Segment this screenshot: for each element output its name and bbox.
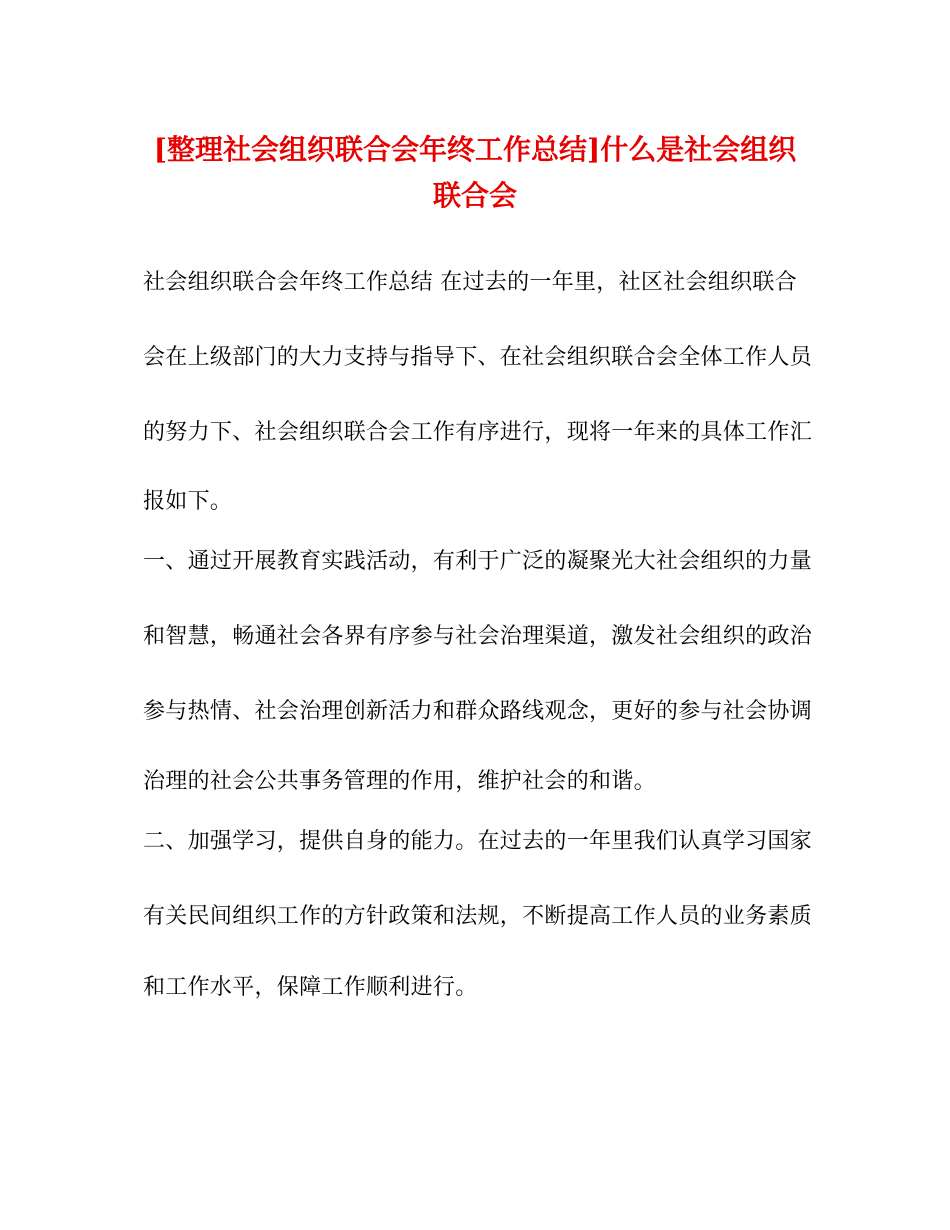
body-line: 治理的社会公共事务管理的作用，维护社会的和谐。 [143,769,656,794]
body-line: 和智慧，畅通社会各界有序参与社会治理渠道，激发社会组织的政治 [143,624,813,649]
body-line: 有关民间组织工作的方针政策和法规，不断提高工作人员的业务素质 [143,904,813,929]
body-line: 社会组织联合会年终工作总结 在过去的一年里，社区社会组织联合 [143,270,797,295]
document-title-line-2: 联合会 [432,179,517,212]
body-line: 会在上级部门的大力支持与指导下、在社会组织联合会全体工作人员 [143,345,813,370]
body-line: 的努力下、社会组织联合会工作有序进行，现将一年来的具体工作汇 [143,420,813,445]
body-line: 二、加强学习，提供自身的能力。在过去的一年里我们认真学习国家 [143,829,813,854]
body-line: 一、通过开展教育实践活动，有利于广泛的凝聚光大社会组织的力量 [143,549,813,574]
body-line: 和工作水平，保障工作顺利进行。 [143,975,478,1000]
document-title-line-1: [整理社会组织联合会年终工作总结]什么是社会组织 [153,133,797,166]
body-line: 参与热情、社会治理创新活力和群众路线观念，更好的参与社会协调 [143,699,813,724]
body-line: 报如下。 [143,489,233,514]
